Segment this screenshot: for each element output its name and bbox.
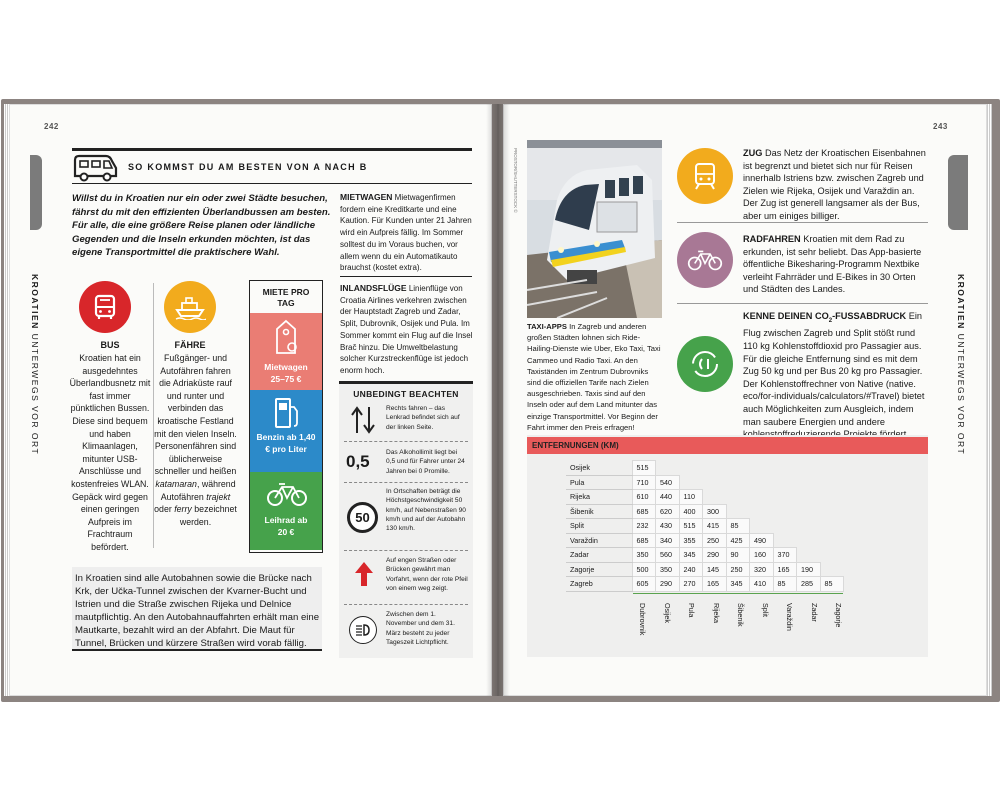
- page-number-right: 243: [933, 122, 948, 131]
- distance-table-header: [527, 437, 928, 454]
- distance-table-title: ENTFERNUNGEN (KM): [532, 441, 619, 450]
- distance-cell: 685: [632, 533, 656, 548]
- empty-cell: [726, 475, 750, 490]
- motorway-text: In Kroatien sind alle Autobahnen sowie die Brücke nach Krk, der Učka-Tunnel zwischen der Kvarner-Bucht und Istrien und die Straße zwischen Rijeka und Delnice mautpflichtig. An den Autobahnauffahrten erhält man eine Mautkarte, bezahlt wird an der Abfahrt. Die Maut für Tunnel, Brücken und kürzere Straßen wird vorab fällig.: [75, 573, 320, 649]
- distance-cell: 110: [679, 490, 703, 505]
- distance-cell: 300: [703, 504, 727, 519]
- empty-cell: [679, 461, 703, 476]
- empty-cell: [797, 490, 821, 505]
- empty-cell: [820, 519, 844, 534]
- empty-cell: [750, 504, 774, 519]
- empty-cell: [820, 548, 844, 563]
- distance-cell: 440: [656, 490, 680, 505]
- ferry-icon: [164, 281, 216, 333]
- bicycle-icon: [266, 480, 308, 508]
- empty-cell: [797, 504, 821, 519]
- empty-cell: [797, 519, 821, 534]
- bike-icon: [677, 232, 733, 288]
- distance-column-label: Split: [760, 603, 770, 617]
- distance-cell: 515: [679, 519, 703, 534]
- rad-text: RADFAHREN Kroatien mit dem Rad zu erkunden, ist sehr beliebt. Das App-basierte öffentliche Bikesharing-Programm Nextbike verleiht Fahrräder und E-Bikes in 30 Orten und Städten des Landes.: [743, 234, 922, 295]
- side-label-right: KROATIEN UNTERWEGS VOR ORT: [956, 274, 966, 456]
- distance-cell: 400: [679, 504, 703, 519]
- distance-cell: 85: [726, 519, 750, 534]
- distance-row-city: Pula: [566, 475, 632, 490]
- distance-cell: 685: [632, 504, 656, 519]
- empty-cell: [656, 461, 680, 476]
- distance-cell: 540: [656, 475, 680, 490]
- empty-cell: [797, 548, 821, 563]
- distance-cell: 232: [632, 519, 656, 534]
- distance-cell: 320: [750, 562, 774, 577]
- empty-cell: [797, 461, 821, 476]
- empty-cell: [820, 562, 844, 577]
- empty-cell: [773, 504, 797, 519]
- distance-cell: 415: [703, 519, 727, 534]
- empty-cell: [820, 504, 844, 519]
- bus-title: BUS: [100, 340, 120, 350]
- rule-divider: [344, 482, 468, 483]
- distance-cell: 250: [703, 533, 727, 548]
- distance-column-label: Pula: [687, 603, 696, 618]
- distance-table: [566, 460, 844, 592]
- distance-row: [566, 504, 844, 519]
- distance-row-city: Osijek: [566, 461, 632, 476]
- inlandsfluege-text: INLANDSFLÜGE Linienflüge von Croatia Airlines verkehren zwischen der Hauptstadt Zagreb und Zadar, Split, Dubrovnik, Osijek und Pula. Im Sommer kommt ein Flug auf die Insel Brač hinzu. Die Umweltbelastung solcher Kurzstreckenflüge ist jedoch enorm hoch.: [340, 283, 473, 375]
- distance-cell: 605: [632, 577, 656, 592]
- rule-divider: [344, 441, 468, 442]
- distance-row-city: Varaždin: [566, 533, 632, 548]
- empty-cell: [820, 490, 844, 505]
- rule-divider: [344, 550, 468, 551]
- rules-title: UNBEDINGT BEACHTEN: [353, 389, 459, 399]
- ferry-title: FÄHRE: [174, 340, 206, 350]
- rental-fuel-cell: [250, 390, 322, 472]
- thumb-tab-right: [948, 155, 968, 230]
- empty-cell: [773, 533, 797, 548]
- distance-row: [566, 519, 844, 534]
- distance-column-label: Zadar: [809, 603, 819, 622]
- table-baseline: [633, 593, 843, 594]
- distance-row-city: Split: [566, 519, 632, 534]
- rule-text-1: Rechts fahren – das Lenkrad befindet sich auf der linken Seite.: [386, 405, 460, 431]
- key-tag-icon: [273, 319, 299, 357]
- rule-text-3: In Ortschaften beträgt die Höchstgeschwindigkeit 50 km/h, auf Nebenstraßen 90 km/h und auf der Autobahn 130 km/h.: [386, 488, 466, 533]
- empty-cell: [773, 490, 797, 505]
- ferry-text: Fußgänger- und Autofähren fahren die Adriaküste rauf und runter und verbinden das kroatische Festland mit den vielen Inseln. Personenfähren sind üblicherweise schneller und heißen katamaran, während Autofähren trajekt oder ferry bezeichnet werden.: [154, 353, 237, 527]
- distance-cell: 340: [656, 533, 680, 548]
- empty-cell: [773, 519, 797, 534]
- distance-row: [566, 562, 844, 577]
- distance-row: [566, 475, 844, 490]
- distance-row-city: Zagreb: [566, 577, 632, 592]
- distance-cell: 425: [726, 533, 750, 548]
- rental-bike-label: Leihrad ab 20 €: [264, 515, 308, 537]
- distance-cell: 85: [820, 577, 844, 592]
- empty-cell: [703, 475, 727, 490]
- distance-column-label: Varaždin: [785, 603, 794, 631]
- distance-cell: 145: [703, 562, 727, 577]
- distance-cell: 290: [703, 548, 727, 563]
- distance-cell: 500: [632, 562, 656, 577]
- distance-cell: 515: [632, 461, 656, 476]
- headlight-icon: [349, 616, 377, 644]
- distance-row-city: Šibenik: [566, 504, 632, 519]
- empty-cell: [820, 475, 844, 490]
- empty-cell: [797, 533, 821, 548]
- distance-cell: 250: [726, 562, 750, 577]
- distance-column-label: Osijek: [662, 603, 672, 623]
- alcohol-limit-symbol: 0,5: [346, 452, 370, 471]
- distance-row: [566, 548, 844, 563]
- co2-cycle-icon: [677, 336, 733, 392]
- empty-cell: [773, 475, 797, 490]
- distance-cell: 270: [679, 577, 703, 592]
- book-spine: [486, 104, 510, 696]
- distance-column-label: Rijeka: [711, 603, 721, 623]
- distance-cell: 350: [632, 548, 656, 563]
- side-label-left: KROATIEN UNTERWEGS VOR ORT: [30, 274, 40, 456]
- distance-cell: 160: [750, 548, 774, 563]
- distance-cell: 430: [656, 519, 680, 534]
- distance-cell: 90: [726, 548, 750, 563]
- distance-cell: 710: [632, 475, 656, 490]
- divider: [340, 276, 472, 277]
- mietwagen-text: MIETWAGEN Mietwagenfirmen fordern eine Kreditkarte und eine Kaution. Für Kunden unter 21 Jahren wird ein Aufpreis fällig. Im Sommer solltest du im Voraus buchen, vor allem wenn du ein Automatikauto brauchst (kostet extra).: [340, 192, 472, 273]
- divider: [677, 303, 928, 304]
- page-number-left: 242: [44, 122, 59, 131]
- empty-cell: [750, 519, 774, 534]
- empty-cell: [750, 490, 774, 505]
- empty-cell: [703, 461, 727, 476]
- rule-text-2: Das Alkohollimit liegt bei 0,5 und für Fahrer unter 24 Jahren bei 0 Promille.: [386, 449, 465, 475]
- bus-text: Kroatien hat ein ausgedehntes Überlandbusnetz mit fast immer pünktlichen Bussen. Diese sind bequem und haben Klimaanlagen, mitunter USB-Anschlüsse und kostenfreies WLAN. Gepäck wird gegen einen geringen Aufpreis im Frachtraum befördert.: [69, 353, 151, 552]
- distance-row: [566, 533, 844, 548]
- distance-row: [566, 490, 844, 505]
- rental-price-box: [249, 280, 323, 553]
- empty-cell: [703, 490, 727, 505]
- distance-cell: 85: [773, 577, 797, 592]
- distance-cell: 165: [773, 562, 797, 577]
- distance-cell: 345: [726, 577, 750, 592]
- rule-divider: [344, 604, 468, 605]
- train-icon: [677, 148, 733, 204]
- empty-cell: [797, 475, 821, 490]
- distance-row: [566, 577, 844, 592]
- rental-bike-cell: [250, 472, 322, 550]
- distance-cell: 350: [656, 562, 680, 577]
- arrows-icon: [349, 405, 377, 435]
- distance-row-city: Rijeka: [566, 490, 632, 505]
- distance-cell: 355: [679, 533, 703, 548]
- distance-column-label: Šibenik: [736, 603, 745, 627]
- fuel-pump-icon: [273, 395, 301, 431]
- distance-cell: 190: [797, 562, 821, 577]
- empty-cell: [726, 461, 750, 476]
- distance-cell: 370: [773, 548, 797, 563]
- empty-cell: [726, 490, 750, 505]
- taxi-text: TAXI-APPS In Zagreb und anderen großen Städten lohnen sich Ride-Hailing-Dienste wie Uber, Eko Taxi, Taxi Cammeo und Radio Taxi. An den Taxiständen im Zentrum Dubrovniks sind die offiziellen Tarife nach Zielen ausgeschrieben. Taxis sind auf den Inseln oder auf dem Land mitunter das einzige Transportmittel. Vor Beginn der Fahrt immer den Preis erfragen!: [527, 322, 661, 432]
- distance-cell: 290: [656, 577, 680, 592]
- distance-row: [566, 461, 844, 476]
- rule-text-4: Auf engen Straßen oder Brücken gewährt man Vorfahrt, wenn der rote Pfeil von einem weg zeigt.: [386, 557, 468, 592]
- rental-car-label: Mietwagen 25–75 €: [264, 362, 308, 384]
- intro-text: Willst du in Kroatien nur ein oder zwei Städte besuchen, fährst du mit den effizienten Überlandbussen am besten. Für alle, die eine größere Reise planen oder ländliche Gegenden und die Inseln erkunden möchten, ist das eigene Transportmittel die praktischere Wahl.: [72, 193, 331, 258]
- distance-row-city: Zagorje: [566, 562, 632, 577]
- distance-cell: 345: [679, 548, 703, 563]
- rule-text-5: Zwischen dem 1. November und dem 31. März besteht zu jeder Tageszeit Lichtpflicht.: [386, 611, 455, 646]
- empty-cell: [750, 475, 774, 490]
- distance-cell: 560: [656, 548, 680, 563]
- empty-cell: [820, 461, 844, 476]
- camper-van-icon: [72, 152, 118, 182]
- section-title: SO KOMMST DU AM BESTEN VON A NACH B: [128, 162, 368, 172]
- rental-box-title: MIETE PRO TAG: [262, 287, 310, 308]
- distance-cell: 410: [750, 577, 774, 592]
- empty-cell: [773, 461, 797, 476]
- rental-car-cell: [250, 313, 322, 390]
- speed-limit-sign: 50: [347, 502, 378, 533]
- rental-fuel-label: Benzin ab 1,40 € pro Liter: [256, 432, 316, 454]
- zug-text: ZUG Das Netz der Kroatischen Eisenbahnen ist begrenzt und bietet sich nur für Reisen innerhalb Istriens bzw. zwischen Zagreb und Zielen wie Rijeka, Osijek und Varaždin an. Der Zug ist generell langsamer als der Bus, aber um einiges billiger.: [743, 148, 926, 221]
- empty-cell: [679, 475, 703, 490]
- bus-icon: [79, 281, 131, 333]
- divider: [677, 222, 928, 223]
- distance-cell: 610: [632, 490, 656, 505]
- distance-cell: 490: [750, 533, 774, 548]
- section-header: [72, 148, 472, 184]
- distance-cell: 240: [679, 562, 703, 577]
- distance-column-label: Zagorje: [834, 603, 843, 628]
- photo-credit: PROSTOR/SHUTTERSTOCK ©: [513, 148, 518, 213]
- train-photo: [527, 140, 662, 318]
- co2-text: KENNE DEINEN $CO_2$-FUSSABDRUCK Ein Flug zwischen Zagreb und Split stößt rund 110 kg Kohlenstoffdioxid pro Passagier aus. Für die gleiche Entfernung sind es mit dem Zug 50 kg und per Bus 20 kg pro Passagier. Der Kohlenstoffrechner von Native (native. eco/for-individuals/calculators/#Travel) bietet auch Möglichkeiten zum Ausgleich, indem man saubere Energien und andere: [743, 311, 925, 427]
- thumb-tab-left: [30, 155, 42, 230]
- distance-cell: 285: [797, 577, 821, 592]
- up-arrow-icon: [354, 561, 374, 587]
- empty-cell: [820, 533, 844, 548]
- distance-column-label: Dubrovnik: [638, 603, 647, 636]
- empty-cell: [726, 504, 750, 519]
- distance-cell: 620: [656, 504, 680, 519]
- distance-row-city: Zadar: [566, 548, 632, 563]
- empty-cell: [750, 461, 774, 476]
- distance-cell: 165: [703, 577, 727, 592]
